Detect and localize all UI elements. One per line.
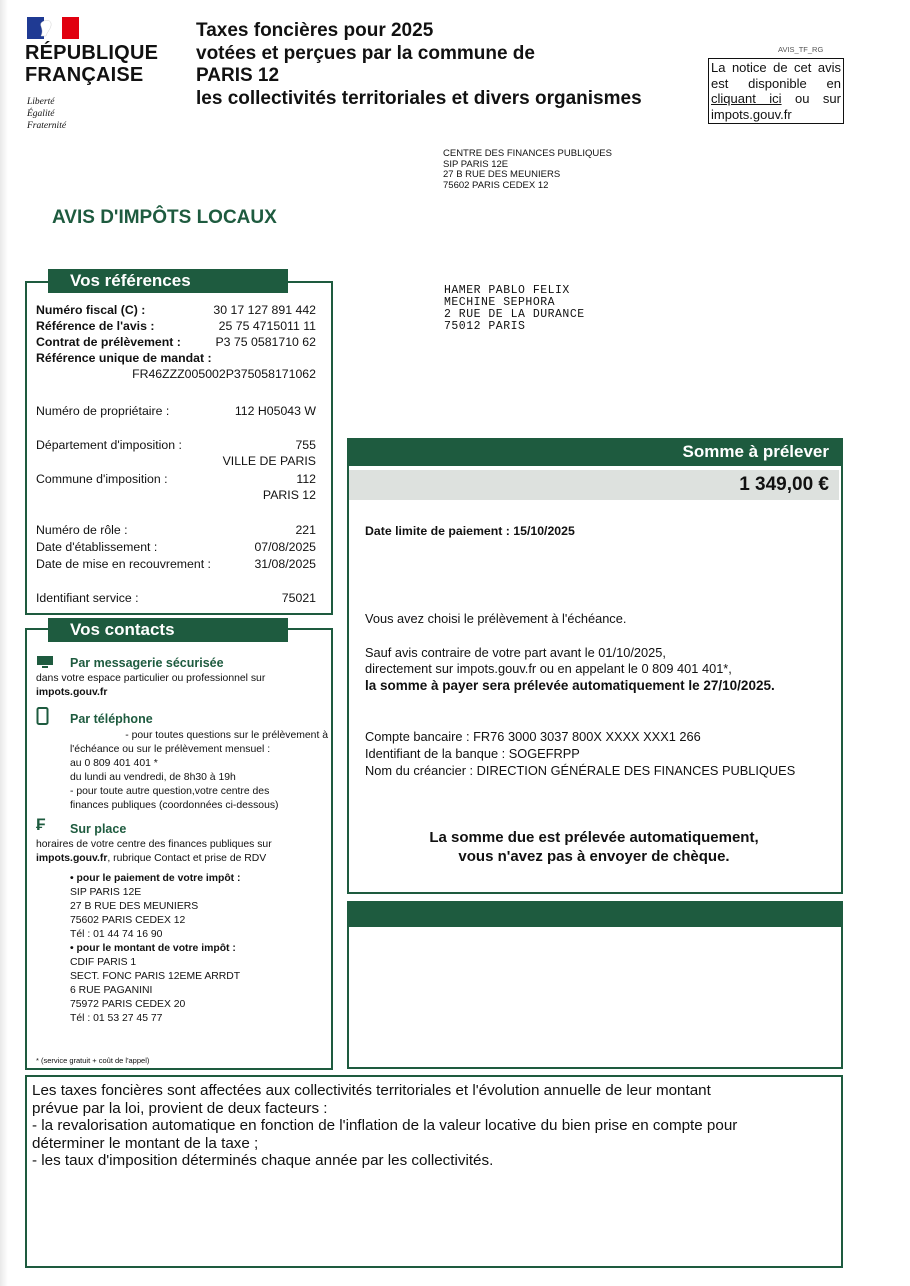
sauf-line-1: Sauf avis contraire de votre part avant le 01/10/2025,: [365, 645, 666, 660]
location-icon: ₣: [36, 815, 46, 834]
telephone-line-1: - pour toutes questions sur le prélèvement à: [125, 730, 328, 741]
republique-francaise-label: RÉPUBLIQUE FRANÇAISE: [25, 42, 159, 86]
montant-line-4: 75972 PARIS CEDEX 20: [70, 999, 186, 1010]
choix-text: Vous avez choisi le prélèvement à l'échéance.: [365, 611, 627, 626]
prelevement-info: La somme due est prélevée automatiquement, vous n'avez pas à envoyer de chèque.: [429, 829, 759, 865]
montant-heading: • pour le montant de votre impôt :: [70, 943, 236, 954]
contacts-tab: Vos contacts: [48, 618, 288, 642]
information-text: Les taxes foncières sont affectées aux collectivités territoriales et l'évolution annuelle de leur montant prévue par la loi, provient de deux facteurs : - la revalorisation automatique en fonction de l'inflation de la valeur locative du bien prise en compte pour déterminer le montant de la taxe ; - les taux d'imposition déterminés chaque année par les collectivités.: [32, 1082, 738, 1169]
sauf-line-2: directement sur impots.gouv.fr ou en appelant le 0 809 401 401*,: [365, 661, 732, 676]
compte-bancaire: Compte bancaire : FR76 3000 3037 800X XXXX XXX1 266: [365, 729, 701, 744]
paiement-line-4: Tél : 01 44 74 16 90: [70, 929, 163, 940]
phone-icon: [36, 707, 50, 730]
telephone-line-3: au 0 809 401 401 *: [70, 758, 158, 769]
paiement-heading: • pour le paiement de votre impôt :: [70, 873, 241, 884]
somme-amount: 1 349,00 €: [349, 470, 839, 500]
paiement-line-1: SIP PARIS 12E: [70, 887, 142, 898]
avis-code: AVIS_TF_RG: [778, 45, 824, 54]
identifiant-banque: Identifiant de la banque : SOGEFRPP: [365, 746, 580, 761]
page-edge-shadow: [0, 0, 8, 1286]
place-site-link[interactable]: impots.gouv.fr: [36, 853, 108, 864]
sauf-line-3: la somme à payer sera prélevée automatiquement le 27/10/2025.: [365, 678, 775, 693]
telephone-line-5: - pour toute autre question,votre centre des: [70, 786, 270, 797]
place-line-2: impots.gouv.fr, rubrique Contact et prise de RDV: [36, 853, 267, 864]
messagerie-text: dans votre espace particulier ou professionnel sur: [36, 673, 266, 684]
centre-finances-address: CENTRE DES FINANCES PUBLIQUES SIP PARIS 12E 27 B RUE DES MEUNIERS 75602 PARIS CEDEX 12: [443, 148, 612, 191]
devise: Liberté Égalité Fraternité: [27, 97, 67, 131]
telephone-heading: Par téléphone: [70, 712, 153, 726]
montant-line-3: 6 RUE PAGANINI: [70, 985, 153, 996]
footnote: * (service gratuit + coût de l'appel): [36, 1056, 150, 1065]
references-tab: Vos références: [48, 269, 288, 293]
telephone-line-6: finances publiques (coordonnées ci-dessous): [70, 800, 279, 811]
messagerie-site-link[interactable]: impots.gouv.fr: [36, 687, 108, 698]
messagerie-heading: Par messagerie sécurisée: [70, 656, 224, 670]
addressee-block: HAMER PABLO FELIX MECHINE SEPHORA 2 RUE DE LA DURANCE 75012 PARIS: [444, 284, 585, 333]
nom-creancier: Nom du créancier : DIRECTION GÉNÉRALE DES FINANCES PUBLIQUES: [365, 763, 796, 778]
paiement-line-2: 27 B RUE DES MEUNIERS: [70, 901, 199, 912]
notice-link[interactable]: cliquant ici: [711, 91, 782, 106]
montant-line-1: CDIF PARIS 1: [70, 957, 137, 968]
paiement-line-3: 75602 PARIS CEDEX 12: [70, 915, 186, 926]
montant-line-2: SECT. FONC PARIS 12EME ARRDT: [70, 971, 241, 982]
place-text: horaires de votre centre des finances publiques sur: [36, 839, 272, 850]
notice-box: La notice de cet avis est disponible en cliquant ici ou sur impots.gouv.fr: [708, 58, 844, 124]
telephone-line-4: du lundi au vendredi, de 8h30 à 19h: [70, 772, 236, 783]
secondary-box-header: [347, 901, 841, 927]
montant-line-5: Tél : 01 53 27 45 77: [70, 1013, 163, 1024]
computer-icon: [36, 655, 54, 674]
somme-header: Somme à prélever: [347, 438, 841, 466]
place-heading: Sur place: [70, 822, 127, 836]
telephone-line-2: l'échéance ou sur le prélèvement mensuel :: [70, 744, 271, 755]
date-limite: Date limite de paiement : 15/10/2025: [365, 524, 575, 538]
document-header-title: Taxes foncières pour 2025 votées et perçues par la commune de PARIS 12 les collectivités territoriales et divers organismes: [196, 20, 642, 109]
avis-title: AVIS D'IMPÔTS LOCAUX: [52, 207, 277, 228]
marianne-logo: [27, 17, 79, 39]
